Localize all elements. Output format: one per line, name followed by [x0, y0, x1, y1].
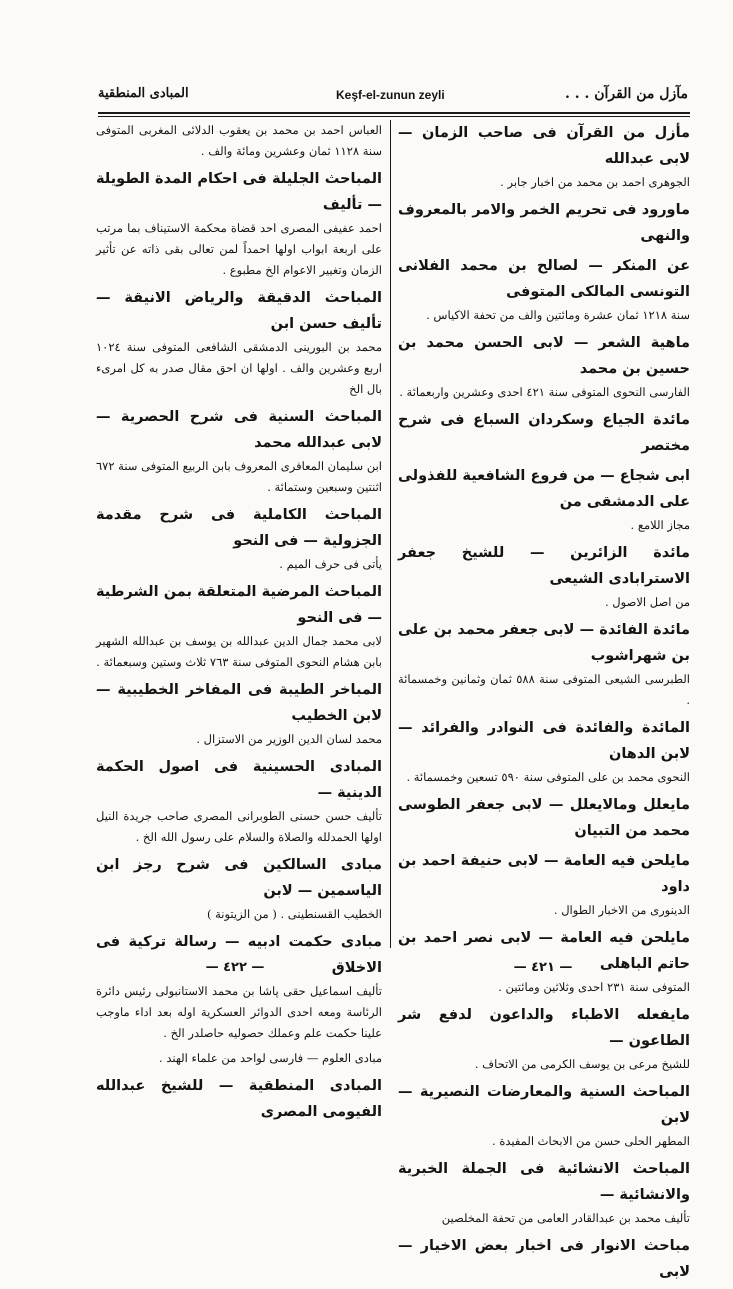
entry [398, 1002, 690, 1075]
entry-body: الدينورى من الاخبار الطوال . [553, 903, 690, 917]
entry [398, 1233, 690, 1285]
entry-body: تأليف محمد بن عبدالقادر العامى من تحفة المخلصين [441, 1211, 690, 1225]
entry-body: محمد لسان الدين الوزير من الاستزال . [196, 732, 382, 746]
entry-body: تأليف حسن حسنى الطوبرانى المصرى صاحب جريدة النيل اولها الحمدلله والصلاة والسلام على رسول الله الخ . [96, 809, 382, 844]
entry-body: الفارسى النحوى المتوفى سنة ٤٢١ احدى وعشرين واربعمائة . [399, 385, 690, 399]
entry-title: المبادى المنطقية — للشيخ عبدالله الفيومى المصرى [96, 1078, 382, 1120]
entry [96, 579, 382, 673]
entry [96, 166, 382, 281]
entry [398, 715, 690, 788]
entry [398, 792, 690, 844]
entry-title: مايفعله الاطباء والداعون لدفع شر الطاعون — [398, 1007, 690, 1049]
entry-title: المباحث السنية فى شرح الحصرية — لابى عبدالله محمد [96, 409, 382, 451]
entry-title: مايعلل ومالايعلل — لابى جعفر الطوسى محمد من التبيان [398, 797, 690, 839]
entry-title: المباحث الجليلة فى احكام المدة الطويلة — تأليف [96, 171, 382, 213]
entry-body: من اصل الاصول . [604, 595, 690, 609]
entry-title: المباحث الكاملية فى شرح مقدمة الجزولية — فى النحو [96, 507, 382, 549]
entry [96, 285, 382, 400]
entry-body: ابن سليمان المعافرى المعروف بابن الربيع المتوفى سنة ٦٧٢ اثنتين وسبعين وستمائة . [95, 459, 382, 494]
entry [96, 120, 382, 162]
entry-title: المباخر الطيبة فى المفاخر الخطيبية — لابن الخطيب [96, 682, 382, 724]
entry-body: احمد عفيفى المصرى احد قضاة محكمة الاستيناف بما مرتب على اربعة ابواب اولها احمداً لمن تعالى بقى ذاته عن تأثير الزمان وتغيير الاعوام الخ مطبوع . [96, 221, 382, 277]
entry [96, 404, 382, 498]
entry-title: المباحث الدقيقة والرياض الانيقة — تأليف حسن ابن [96, 290, 382, 332]
header-rule-thin [98, 116, 690, 117]
entry-title: المباحث الانشائية فى الجملة الخبرية والانشائية — [398, 1161, 690, 1203]
entry [398, 197, 690, 249]
header-rule [98, 112, 690, 114]
entry [398, 617, 690, 711]
entry-title: ابى شجاع — من فروع الشافعية للفذولى على الدمشقى من [398, 468, 690, 510]
entry-title: مائدة الفائدة — لابى جعفر محمد بن على بن شهراشوب [398, 622, 690, 664]
entry-title: مائدة الجياع وسكردان السباع فى شرح مختصر [398, 412, 690, 454]
entry [96, 1048, 382, 1069]
entry-body: المتوفى سنة ٢٣١ احدى وثلاثين ومائتين . [498, 980, 690, 994]
header-left-title: المبادى المنطقية [98, 86, 189, 101]
entry-body: مبادى العلوم — فارسى لواحد من علماء الهند . [159, 1051, 382, 1065]
entry-body: الجوهرى احمد بن محمد من اخبار جابر . [500, 175, 690, 189]
entry [398, 120, 690, 193]
entry-title: المباحث المرضية المتعلقة بمن الشرطية — فى النحو [96, 584, 382, 626]
entry-body: سنة ١٢١٨ ثمان عشرة ومائتين والف من تحفة الاكياس . [426, 308, 690, 322]
entry-title: ماهية الشعر — لابى الحسن محمد بن حسين بن محمد [398, 335, 690, 377]
entry [398, 330, 690, 403]
running-header [98, 86, 688, 108]
entry-title: مبادى السالكين فى شرح رجز ابن الياسمين — لابن [96, 857, 382, 899]
column-divider [390, 120, 391, 948]
entry [96, 754, 382, 848]
entry-title: مائدة الزائرين — للشيخ جعفر الاسترابادى الشيعى [398, 545, 690, 587]
entry [96, 677, 382, 750]
entry-body: يأتى فى حرف الميم . [279, 557, 382, 571]
entry-title: ماورود فى تحريم الخمر والامر بالمعروف والنهى [398, 202, 690, 244]
entry [398, 253, 690, 326]
entry [398, 1079, 690, 1152]
entry [96, 1073, 382, 1125]
entry-title: عن المنكر — لصالح بن محمد الفلانى التونسى المالكى المتوفى [398, 258, 690, 300]
entry-body: المطهر الحلى حسن من الابحاث المفيدة . [492, 1134, 690, 1148]
entry-body: الخطيب القسنطينى . ( من الزيتونة ) [206, 907, 382, 921]
entry-body: النحوى محمد بن على المتوفى سنة ٥٩٠ تسعين وخمسمائة . [406, 770, 690, 784]
entry-title: مبادى حكمت ادبيه — رسالة تركية فى الاخلاق [96, 934, 382, 976]
entry-title: المباحث السنية والمعارضات النصيرية — لابن [398, 1084, 690, 1126]
entry-body: مجاز اللامع . [630, 518, 690, 532]
entry [398, 407, 690, 459]
entry [96, 929, 382, 1044]
entry-title: مايلحن فيه العامة — لابى نصر احمد بن حاتم الباهلى [398, 930, 690, 972]
entry-body: لابى محمد جمال الدين عبدالله بن يوسف بن عبدالله الشهير بابن هشام النحوى المتوفى سنة ٧٦٣ ثلاث وستين وسبعمائة . [96, 634, 382, 669]
entry [96, 852, 382, 925]
entry-title: مأزل من القرآن فى صاحب الزمان — لابى عبدالله [398, 125, 690, 167]
page-number-left: — ٤٢٢ — [205, 960, 265, 975]
left-column [96, 120, 382, 1129]
entry-body: تأليف اسماعيل حقى پاشا بن محمد الاستانبولى رئيس دائرة الرئاسة ومعه احدى الدوائر العسكرية اوله بعد اداء ماوجب علينا حكمت علم وعملك حصوليه حاصلدر الخ . [96, 984, 382, 1040]
header-right-title: مآزل من القرآن . . . [565, 86, 688, 102]
entry [398, 848, 690, 921]
entry-body: الطبرسى الشيعى المتوفى سنة ٥٨٨ ثمان وثمانين وخمسمائة . [398, 672, 690, 707]
entry [398, 540, 690, 613]
right-column [398, 120, 690, 1289]
entry-body: العباس احمد بن محمد بن يعقوب الدلائى المغربى المتوفى سنة ١١٢٨ ثمان وعشرين ومائة والف . [96, 123, 382, 158]
page-number-right: — ٤٢١ — [513, 960, 573, 975]
entry-title: مباحث الانوار فى اخبار بعض الاخيار — لابى [398, 1238, 690, 1280]
entry [398, 1156, 690, 1229]
entry [96, 502, 382, 575]
header-book-title: Keşf-el-zunun zeyli [336, 88, 445, 102]
entry-title: المبادى الحسينية فى اصول الحكمة الدينية — [96, 759, 382, 801]
entry-body: محمد بن البورينى الدمشقى الشافعى المتوفى سنة ١٠٢٤ اربع وعشرين والف . اولها ان احق مقال صدر به كل امرىء بال الخ [96, 340, 382, 396]
entry-body: للشيخ مرعى بن يوسف الكرمى من الاتحاف . [474, 1057, 690, 1071]
entry [398, 463, 690, 536]
entry-title: المائدة والفائدة فى النوادر والفرائد — لابن الدهان [398, 720, 690, 762]
entry-title: مايلحن فيه العامة — لابى حنيفة احمد بن داود [398, 853, 690, 895]
